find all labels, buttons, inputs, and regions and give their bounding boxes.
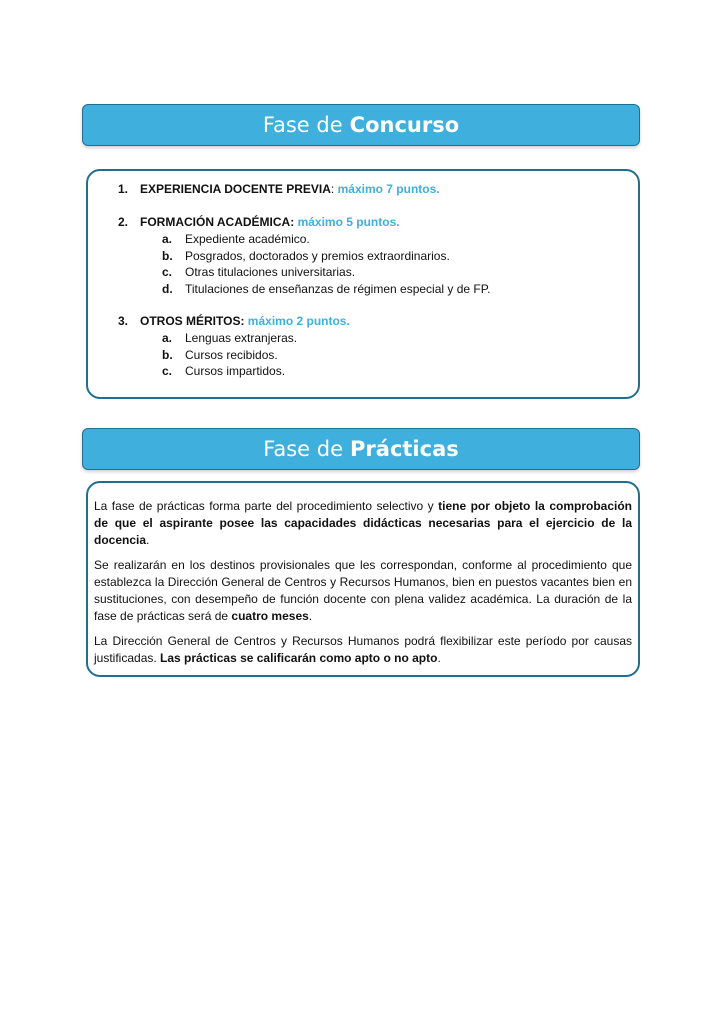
subitem-letter: c.: [162, 265, 173, 279]
criteria-title: OTROS MÉRITOS:: [140, 314, 245, 328]
criteria-title: FORMACIÓN ACADÉMICA:: [140, 215, 295, 229]
paragraph-bold-text: cuatro meses: [231, 609, 309, 623]
paragraph: [94, 633, 632, 667]
paragraph-bold-text: Las prácticas se calificarán como apto o no apto: [160, 651, 438, 665]
subitem-letter: a.: [162, 232, 173, 246]
criteria-separator: :: [330, 182, 335, 196]
paragraph: [94, 498, 632, 549]
criteria-number: 3.: [118, 314, 129, 328]
paragraph-text-end: .: [437, 651, 441, 665]
concurso-criteria-box: [86, 169, 640, 399]
subitem-letter: b.: [162, 248, 173, 263]
subitem-text: Otras titulaciones universitarias.: [185, 265, 356, 279]
paragraph-text-end: .: [308, 609, 313, 623]
subitem-letter: c.: [162, 364, 173, 378]
criteria-item-formacion: [118, 214, 491, 231]
concurso-heading-bold: Concurso: [349, 113, 460, 137]
subitem-text: Expediente académico.: [185, 232, 310, 246]
criteria-subitem: [118, 347, 491, 364]
subitem-text: Posgrados, doctorados y premios extraordinarios.: [185, 248, 450, 263]
practicas-heading-bold: Prácticas: [350, 437, 459, 461]
subitem-letter: b.: [162, 347, 173, 362]
subitem-letter: a.: [162, 331, 173, 345]
practicas-description-box: [86, 481, 640, 677]
paragraph: [94, 557, 632, 625]
criteria-points: máximo 2 puntos.: [247, 314, 350, 328]
criteria-item-otros-meritos: [118, 313, 491, 330]
subitem-text: Cursos impartidos.: [185, 364, 286, 378]
criteria-points: máximo 5 puntos.: [297, 215, 400, 229]
practicas-heading-banner: [82, 428, 640, 470]
criteria-subitem: [118, 363, 491, 380]
criteria-number: 1.: [118, 182, 129, 196]
criteria-title: EXPERIENCIA DOCENTE PREVIA: [140, 182, 331, 196]
subitem-letter: d.: [162, 281, 173, 296]
subitem-text: Titulaciones de enseñanzas de régimen especial y de FP.: [185, 281, 491, 296]
practicas-heading-light: Fase de: [263, 437, 344, 461]
practicas-text: [94, 498, 632, 667]
paragraph-bold-text: tiene por objeto la comprobación de que el aspirante posee las capacidades didácticas necesarias para el ejercicio de la docencia: [94, 499, 632, 547]
concurso-criteria-list: [118, 181, 491, 380]
concurso-heading-banner: [82, 104, 640, 146]
criteria-number: 2.: [118, 215, 129, 229]
subitem-text: Cursos recibidos.: [185, 347, 278, 362]
criteria-points: máximo 7 puntos.: [337, 182, 440, 196]
paragraph-text: Se realizarán en los destinos provisionales que les correspondan, conforme al procedimiento que establezca la Dirección General de Centros y Recursos Humanos, bien en puestos vacantes bien en sustituciones, con desempeño de función docente con plena validez académica. La duración de la fase de prácticas será de: [94, 558, 632, 623]
criteria-subitem: [118, 330, 491, 347]
criteria-subitem: [118, 281, 491, 298]
paragraph-text: La Dirección General de Centros y Recursos Humanos podrá flexibilizar este período por causas justificadas.: [94, 634, 632, 665]
subitem-text: Lenguas extranjeras.: [185, 331, 298, 345]
criteria-subitem: [118, 264, 491, 281]
concurso-heading-light: Fase de: [262, 113, 343, 137]
criteria-subitem: [118, 248, 491, 265]
paragraph-text-end: .: [146, 533, 150, 547]
criteria-subitem: [118, 231, 491, 248]
criteria-item-experiencia: [118, 181, 491, 198]
paragraph-text: La fase de prácticas forma parte del procedimiento selectivo y: [94, 499, 439, 513]
